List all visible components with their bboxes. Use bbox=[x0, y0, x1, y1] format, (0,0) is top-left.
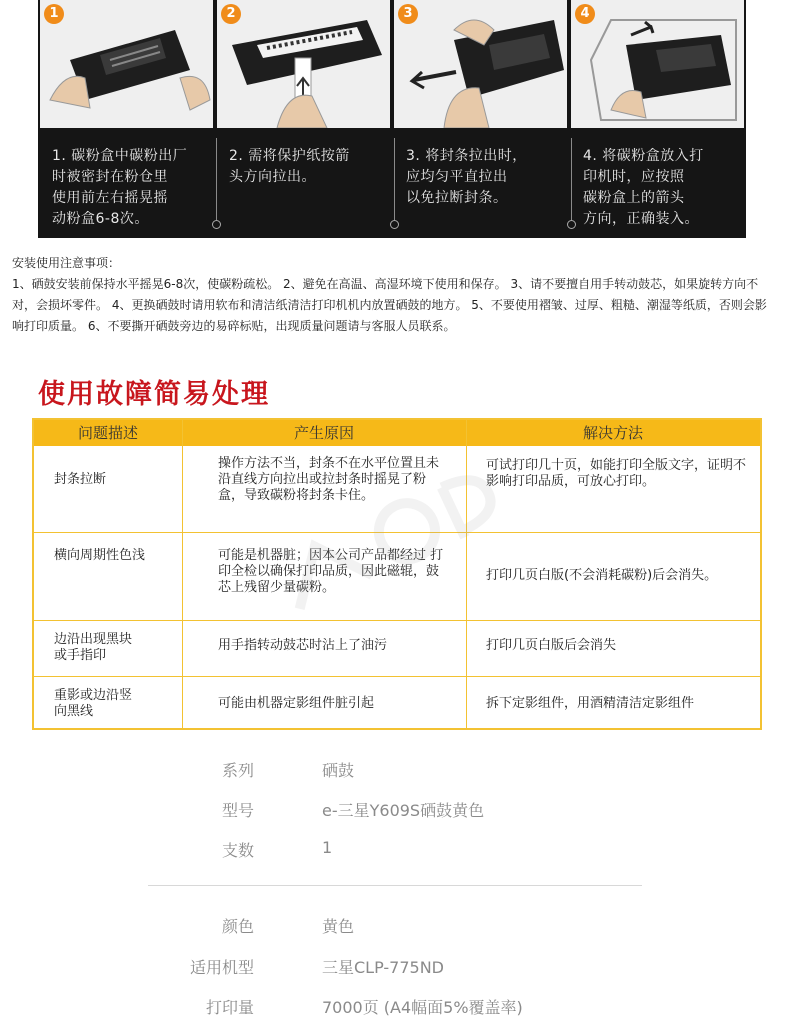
table-header-row bbox=[34, 420, 760, 446]
step-divider bbox=[394, 138, 395, 220]
table-cell-problem: 重影或边沿竖向黑线 bbox=[54, 688, 133, 719]
column-header: 解决方法 bbox=[582, 424, 643, 442]
step-4-illustration bbox=[571, 0, 744, 128]
column-divider bbox=[466, 420, 467, 728]
step-number-badge: 4 bbox=[575, 4, 595, 24]
spec-value-series: 硒鼓 bbox=[322, 761, 355, 780]
spec-label-page-yield: 打印量 bbox=[205, 998, 254, 1017]
spec-value-color: 黄色 bbox=[322, 917, 355, 936]
row-divider bbox=[34, 620, 760, 621]
step-1-illustration bbox=[40, 0, 213, 128]
column-header: 产生原因 bbox=[293, 424, 354, 442]
step-4-text: 4. 将碳粉盒放入打 印机时，应按照 碳粉盒上的箭头 方向，正确装入。 bbox=[583, 148, 704, 227]
step-divider bbox=[216, 138, 217, 220]
table-cell-cause: 可能由机器定影组件脏引起 bbox=[218, 696, 375, 711]
table-cell-problem: 边沿出现黑块或手指印 bbox=[54, 632, 133, 663]
spec-value-model: e-三星Y609S硒鼓黄色 bbox=[322, 801, 485, 820]
spec-label-model: 型号 bbox=[221, 801, 254, 820]
table-cell-solution: 打印几页白版(不会消耗碳粉)后会消失。 bbox=[486, 568, 718, 583]
step-number-badge: 2 bbox=[221, 4, 241, 24]
step-divider bbox=[571, 138, 572, 220]
step-panel-1 bbox=[38, 0, 215, 238]
spec-value-page-yield: 7000页 (A4幅面5%覆盖率) bbox=[322, 998, 523, 1017]
step-panel-4 bbox=[569, 0, 746, 238]
table-cell-solution: 可试打印几十页，如能打印全版文字，证明不影响打印品质，可放心打印。 bbox=[486, 458, 747, 489]
spec-label-compatible-model: 适用机型 bbox=[189, 958, 254, 977]
spec-label-series: 系列 bbox=[221, 761, 254, 780]
step-1-text: 1. 碳粉盒中碳粉出厂 时被密封在粉仓里 使用前左右摇晃摇 动粉盒6-8次。 bbox=[52, 148, 188, 227]
table-cell-problem: 封条拉断 bbox=[54, 472, 107, 487]
step-number-badge: 3 bbox=[398, 4, 418, 24]
step-number-badge: 1 bbox=[44, 4, 64, 24]
column-divider bbox=[182, 420, 183, 728]
table-cell-cause: 可能是机器脏；因本公司产品都经过 打印全检以确保打印品质，因此磁辊，鼓芯上残留少量碳粉。 bbox=[218, 548, 444, 595]
row-divider bbox=[34, 532, 760, 533]
troubleshooting-title: 使用故障简易处理 bbox=[38, 379, 270, 410]
spec-label-color: 颜色 bbox=[221, 917, 254, 936]
spec-value-count: 1 bbox=[322, 838, 333, 857]
table-cell-cause: 用手指转动鼓芯时沾上了油污 bbox=[218, 638, 388, 653]
step-3-illustration bbox=[394, 0, 567, 128]
row-divider bbox=[34, 676, 760, 677]
step-3-text: 3. 将封条拉出时， 应均匀平直拉出 以免拉断封条。 bbox=[406, 148, 527, 206]
step-panel-3 bbox=[392, 0, 569, 238]
step-2-illustration bbox=[217, 0, 390, 128]
spec-value-compatible-model: 三星CLP-775ND bbox=[322, 958, 444, 977]
table-cell-solution: 打印几页白版后会消失 bbox=[486, 638, 617, 653]
spec-label-count: 支数 bbox=[221, 841, 254, 860]
installation-steps-banner bbox=[38, 0, 746, 238]
table-cell-cause: 操作方法不当，封条不在水平位置且未沿直线方向拉出或拉封条时摇晃了粉盒，导致碳粉将封条卡住。 bbox=[218, 456, 440, 503]
notes-body: 1、硒鼓安装前保持水平摇晃6-8次，使碳粉疏松。 2、避免在高温、高湿环境下使用和保存。 3、请不要擅自用手转动鼓芯，如果旋转方向不对，会损坏零件。 4、更换硒鼓时请用软布和清洁纸清洁打印机机内放置硒鼓的地方。 5、不要使用褶皱、过厚、粗糙、潮湿等纸质，否则会影响打印质量。 6、不要撕开硒鼓旁边的易碎标贴，出现质量问题请与客服人员联系。 bbox=[12, 277, 767, 333]
notes-title: 安装使用注意事项： bbox=[12, 256, 121, 270]
spec-separator bbox=[148, 885, 642, 886]
step-panel-2 bbox=[215, 0, 392, 238]
table-cell-problem: 横向周期性色浅 bbox=[54, 548, 146, 563]
step-2-text: 2. 需将保护纸按箭 头方向拉出。 bbox=[229, 148, 350, 185]
table-cell-solution: 拆下定影组件，用酒精清洁定影组件 bbox=[486, 696, 695, 711]
troubleshooting-table bbox=[32, 418, 762, 730]
column-header: 问题描述 bbox=[77, 424, 138, 442]
